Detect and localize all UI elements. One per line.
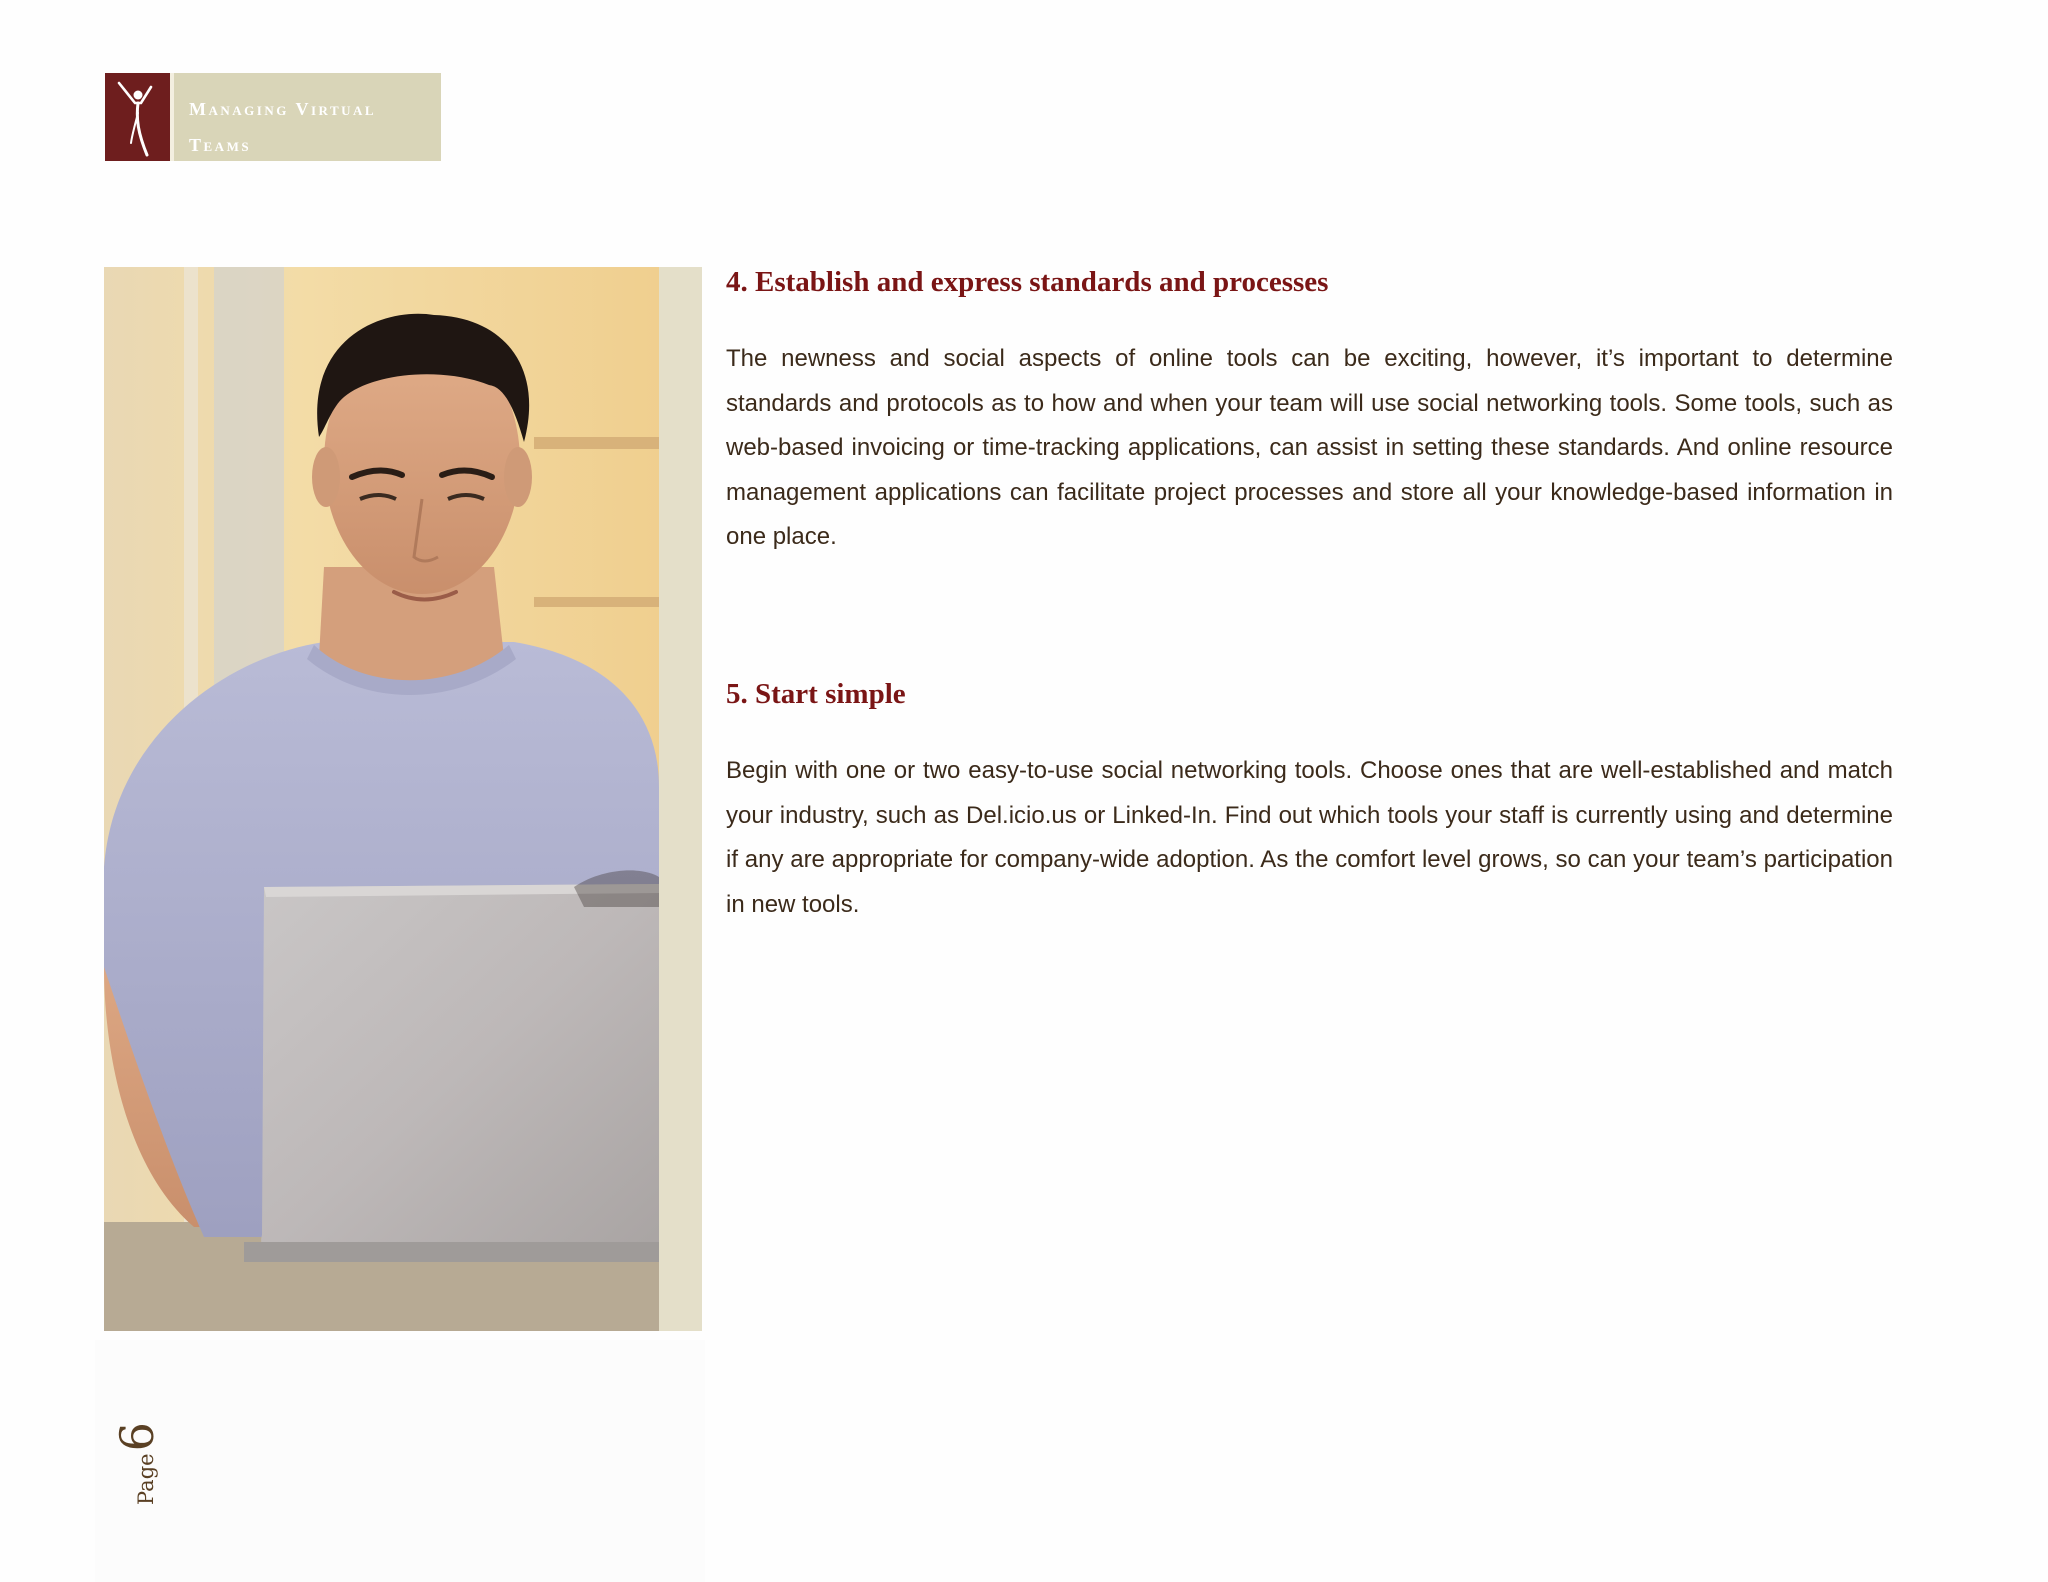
page-background-panel (95, 1340, 705, 1582)
section-start-simple (726, 674, 1893, 927)
page-digit: 6 (110, 1422, 164, 1452)
section-heading: 4. Establish and express standards and processes (726, 266, 1329, 298)
main-content (726, 262, 1893, 927)
dancing-figure-icon (105, 73, 170, 161)
section-heading: 5. Start simple (726, 677, 906, 710)
brand-line-2: Teams (189, 135, 252, 155)
page-label: Page (134, 1453, 158, 1505)
brand-logo (105, 73, 441, 161)
section-paragraph: Begin with one or two easy-to-use social networking tools. Choose ones that are well-established and match your industry, such as Del.icio.us or Linked-In. Find out which tools your staff is currently using and determine if any are appropriate for company-wide adoption. As the comfort level grows, so can your team’s participation in new tools. (726, 756, 1893, 918)
section-paragraph: The newness and social aspects of online tools can be exciting, however, it’s important to determine standards and protocols as to how and when your team will use social networking tools. Some tools, such as web-based invoicing or time-tracking applications, can assist in setting these standards. And online resource management applications can facilitate project processes and store all your knowledge-based information in one place. (726, 345, 1893, 551)
man-with-laptop-photo (104, 267, 702, 1331)
brand-line-1: Managing Virtual (189, 99, 377, 119)
page-number (110, 1422, 164, 1505)
brand-name (174, 73, 441, 161)
section-standards (726, 262, 1893, 560)
